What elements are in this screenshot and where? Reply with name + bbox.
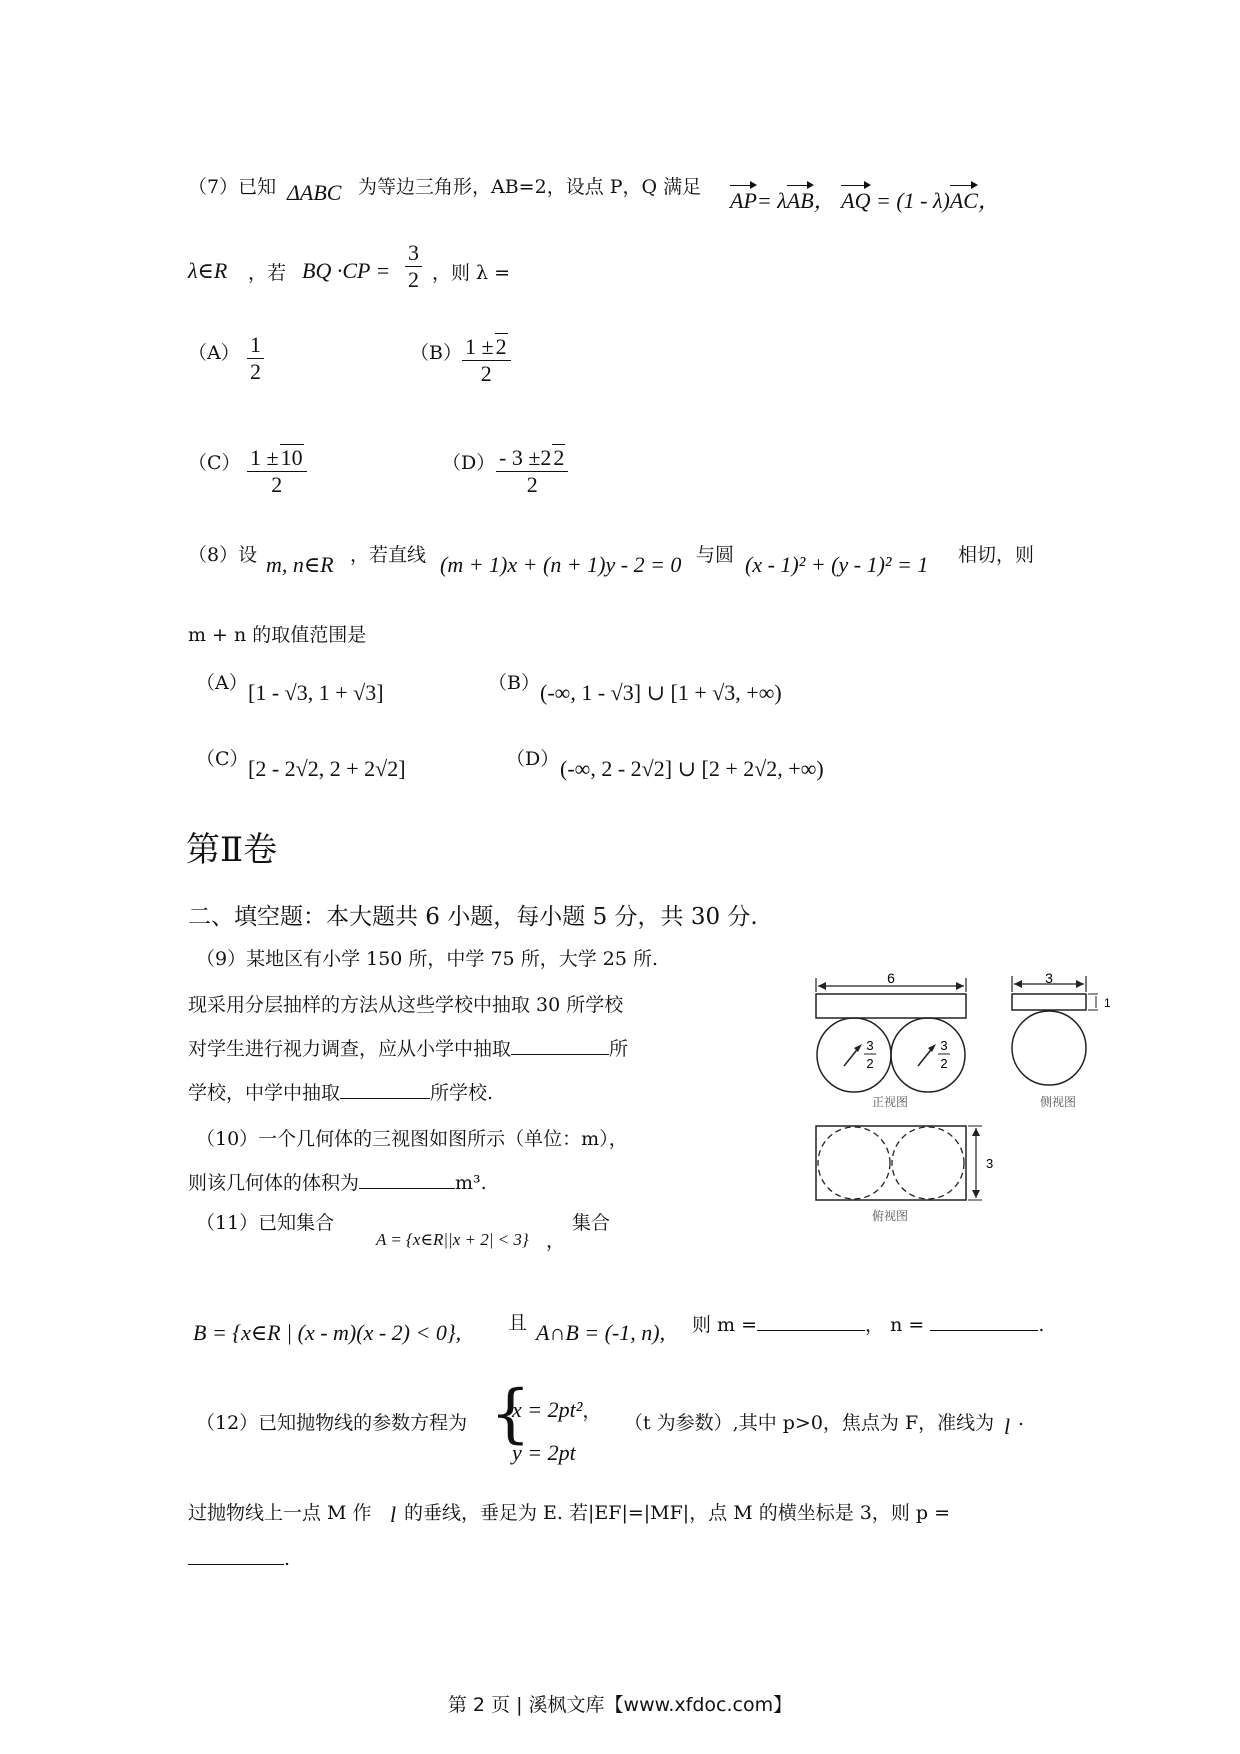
q11-intersection: A∩B = (-1, n), (536, 1320, 666, 1345)
q7-option-d-label: （D） (442, 452, 496, 474)
q10-line1: （10）一个几何体的三视图如图所示（单位：m）， (196, 1128, 628, 1150)
q11-and: 且 (508, 1312, 528, 1334)
q8-text3: 相切，则 (958, 544, 1035, 566)
q7-text2: ，若 (248, 262, 287, 284)
q7-eq1: = λ (756, 188, 787, 213)
q12-eq-y: y = 2pt (512, 1440, 576, 1465)
front-width-label: 6 (887, 970, 895, 986)
top-height-label: 3 (986, 1156, 994, 1171)
q11-set-a: A = {x∈R||x + 2| < 3} (376, 1230, 529, 1249)
q7-bq-cp: BQ ·CP = (302, 258, 391, 283)
q7-option-a: $\frac{1}{2}$ (247, 332, 264, 385)
q9-line4: 学校，中学中抽取 所学校. (188, 1082, 494, 1104)
q11-answers: 则 m = ， n = . (692, 1314, 1045, 1336)
radius-num-left: 3 (866, 1038, 874, 1053)
q11-answer-blank-n[interactable] (930, 1330, 1038, 1331)
page-footer: 第 2 页 | 溪枫文库【www.xfdoc.com】 (447, 1694, 793, 1716)
q9-line1: （9）某地区有小学 150 所，中学 75 所，大学 25 所. (196, 948, 658, 970)
q9-answer-blank-2[interactable] (340, 1098, 430, 1099)
section-fill-in-blanks: 二、填空题：本大题共 6 小题，每小题 5 分，共 30 分. (188, 904, 758, 930)
q9-answer-blank-1[interactable] (511, 1054, 609, 1055)
q7-option-b-label: （B） (410, 342, 462, 364)
radius-num-right: 3 (940, 1038, 948, 1053)
part-2-heading: 第Ⅱ卷 (186, 830, 278, 870)
side-view-label: 侧视图 (1039, 1095, 1077, 1109)
side-height-label: 1 (1104, 996, 1111, 1010)
q12-answer-blank[interactable] (188, 1564, 284, 1565)
vector-ap: AP (730, 188, 757, 213)
q12-line3: . (188, 1548, 290, 1570)
side-width-label: 3 (1045, 970, 1053, 986)
q7-option-d: $\frac{- 3 \pm 22}{2}$ (496, 444, 568, 498)
q12-label: （12）已知抛物线的参数方程为 (196, 1412, 468, 1434)
q7-triangle: ΔABC (287, 180, 342, 205)
q7-option-a-label: （A） (188, 342, 240, 364)
q12-line2-l: l (390, 1502, 397, 1527)
q8-option-d: (-∞, 2 - 2√2] ∪ [2 + 2√2, +∞) (560, 756, 824, 781)
vector-aq: AQ (841, 188, 871, 213)
q12-text1-end: . (1018, 1408, 1025, 1430)
q11-set-b: B = {x∈R | (x - m)(x - 2) < 0}, (193, 1320, 462, 1345)
q7-vector-equations (730, 184, 1000, 215)
radius-den-right: 2 (940, 1056, 948, 1071)
q7-option-b: $\frac{1 \pm 2}{2}$ (462, 333, 511, 387)
q7-label: （7）已知 (188, 176, 277, 198)
q7-eq2: = (1 - λ) (876, 188, 950, 213)
q8-text2: 与圆 (696, 544, 735, 566)
q7-option-c-label: （C） (188, 452, 241, 474)
q12-text1: （t 为参数）,其中 p>0，焦点为 F，准线为 (624, 1412, 995, 1434)
front-view-label: 正视图 (871, 1095, 909, 1109)
q8-circle: (x - 1)² + (y - 1)² = 1 (745, 552, 929, 577)
q12-line2a: 过抛物线上一点 M 作 (188, 1502, 372, 1524)
q8-text1: ，若直线 (350, 544, 427, 566)
q11-answer-blank-m[interactable] (757, 1330, 865, 1331)
top-view-label: 俯视图 (871, 1209, 909, 1223)
q10-answer-blank[interactable] (359, 1188, 455, 1189)
q8-label: （8）设 (188, 544, 258, 566)
q11-comma: ， (546, 1230, 566, 1252)
q12-directrix-l: l (1004, 1414, 1011, 1439)
q7-option-c: $\frac{1 \pm 10}{2}$ (247, 444, 307, 498)
q10-line2: 则该几何体的体积为 m³. (188, 1172, 487, 1194)
q8-option-a-label: （A） (196, 672, 248, 694)
q7-text3: ，则 λ = (432, 262, 511, 284)
side-view (1012, 970, 1111, 1109)
q8-option-b: (-∞, 1 - √3] ∪ [1 + √3, +∞) (540, 680, 782, 705)
q7-fraction: $\frac{3}{2}$ (405, 240, 422, 293)
q11-text-b: 集合 (572, 1212, 611, 1234)
front-view-dimension (816, 970, 966, 992)
q8-var: m, n∈R (266, 552, 334, 577)
q12-brace: { (490, 1377, 531, 1451)
q8-option-a: [1 - √3, 1 + √3] (248, 680, 384, 705)
q12-line2b: 的垂线，垂足为 E. 若|EF|=|MF|，点 M 的横坐标是 3，则 p = (404, 1502, 951, 1524)
q11-line1: （11）已知集合 (196, 1212, 335, 1234)
radius-den-left: 2 (866, 1056, 874, 1071)
q7-comma2: ， (977, 188, 1000, 213)
q9-line2: 现采用分层抽样的方法从这些学校中抽取 30 所学校 (188, 994, 624, 1016)
q8-option-b-label: （B） (488, 672, 540, 694)
q8-option-d-label: （D） (506, 748, 560, 770)
q8-option-c: [2 - 2√2, 2 + 2√2] (248, 756, 406, 781)
vector-ac: AC (949, 188, 978, 213)
q8-line: (m + 1)x + (n + 1)y - 2 = 0 (440, 552, 682, 577)
q9-line3: 对学生进行视力调查，应从小学中抽取 所 (188, 1038, 629, 1060)
q8-text4: m + n 的取值范围是 (188, 624, 367, 646)
q12-eq-x: x = 2pt²， (512, 1397, 602, 1422)
q7-comma1: ， (813, 188, 836, 213)
q8-option-c-label: （C） (196, 748, 249, 770)
front-view (816, 994, 966, 1109)
top-view (816, 1126, 993, 1223)
q7-text1: 为等边三角形，AB=2，设点 P，Q 满足 (358, 176, 702, 198)
q7-lambda-in-r: λ∈R (188, 258, 228, 283)
vector-ab: AB (786, 188, 814, 213)
three-view-figure (806, 970, 1122, 1230)
